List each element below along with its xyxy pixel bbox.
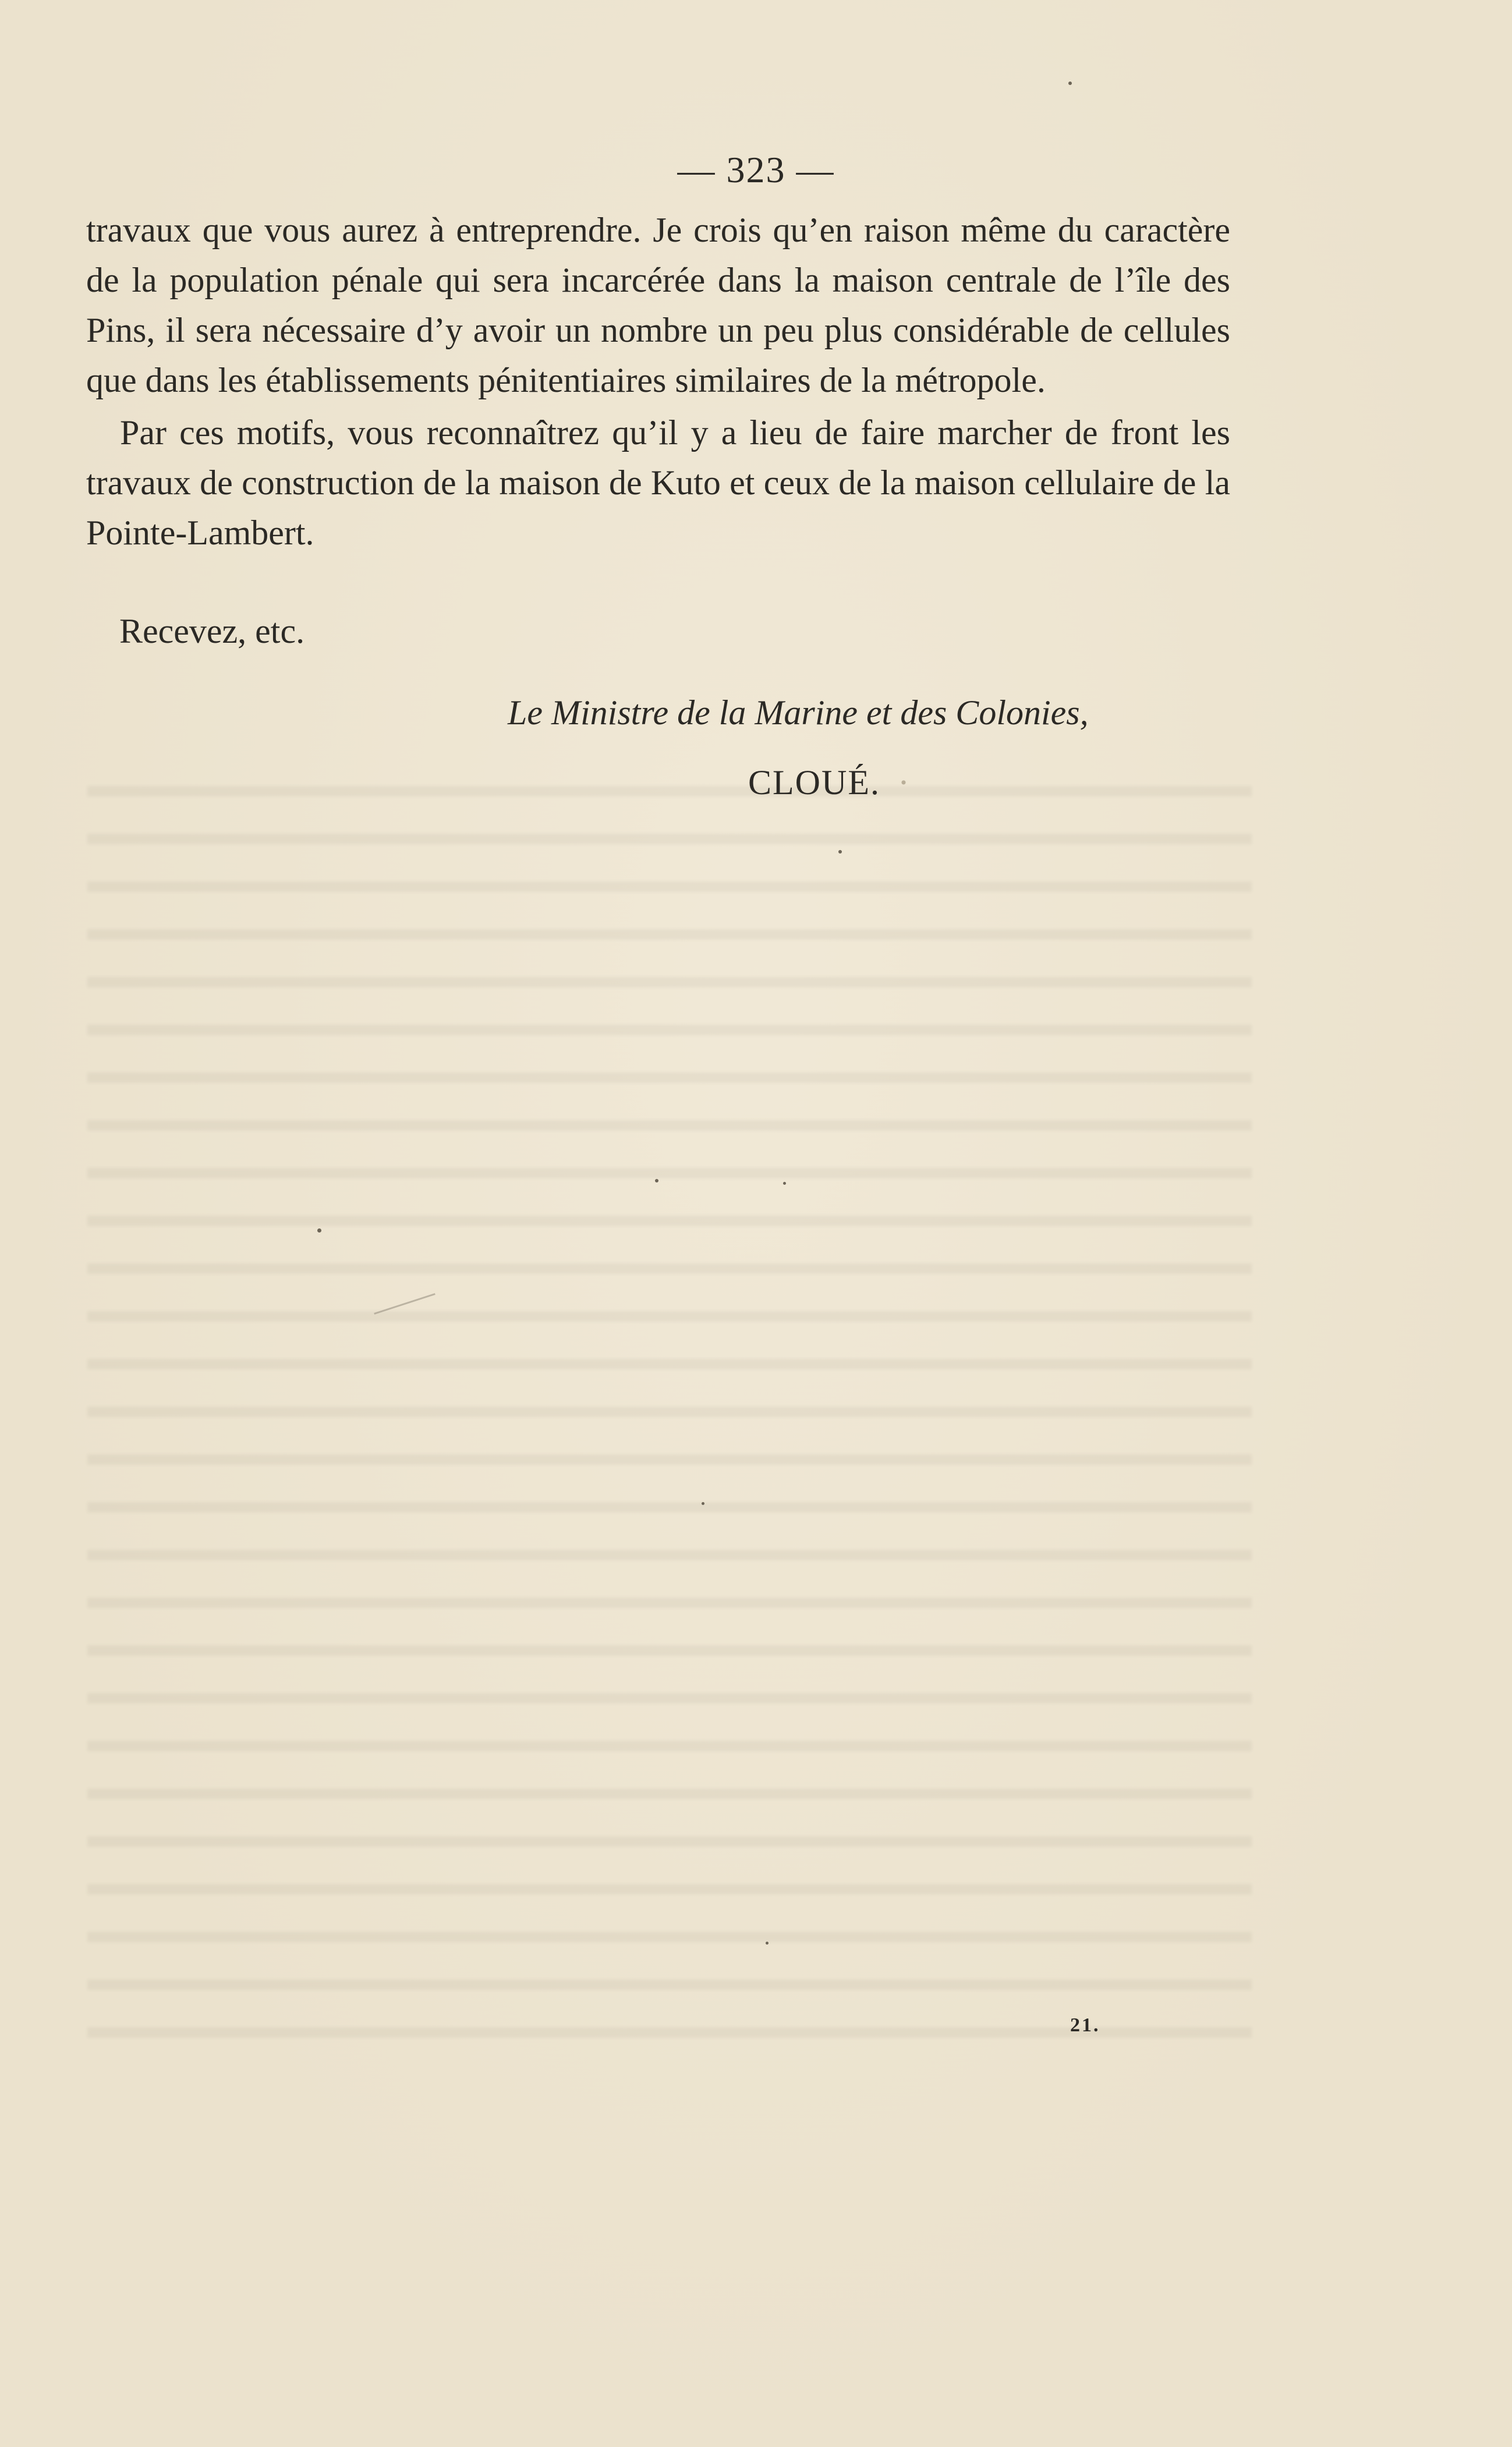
paragraph-1: travaux que vous aurez à entreprendre. Je crois qu’en raison même du caractère de la population pénale qui sera incarcérée dans la maison centrale de l’île des Pins, il sera nécessaire d’y avoir un nombre un peu plus considérable de cellules que dans les établissements pénitentiaires similaires de la métropole. [86,211,1230,399]
signature-title: Le Ministre de la Marine et des Colonies, [508,693,1089,732]
body-text [86,205,1230,558]
paper-speck-icon [317,1228,321,1233]
signature-name-text: CLOUÉ. [748,763,880,802]
paper-speck-icon [702,1502,704,1505]
paper-speck-icon [655,1179,658,1182]
signature-name [748,763,911,803]
paragraph-2: Par ces motifs, vous reconnaîtrez qu’il y a lieu de faire marcher de front les travaux de construction de la maison de Kuto et ceux de la maison cellulaire de la Pointe-Lambert. [86,413,1230,552]
paper-speck-icon [766,1942,769,1945]
sheet-number: 21. [1070,2014,1100,2036]
paper-speck-icon [1068,82,1072,85]
paper-speck-icon [783,1182,786,1185]
closing-greeting: Recevez, etc. [119,612,305,650]
paper-speck-icon [838,850,842,854]
stray-mark-icon: · [897,763,911,802]
reverse-side-bleed-through [87,757,1252,2038]
page-number: — 323 — [677,149,835,190]
